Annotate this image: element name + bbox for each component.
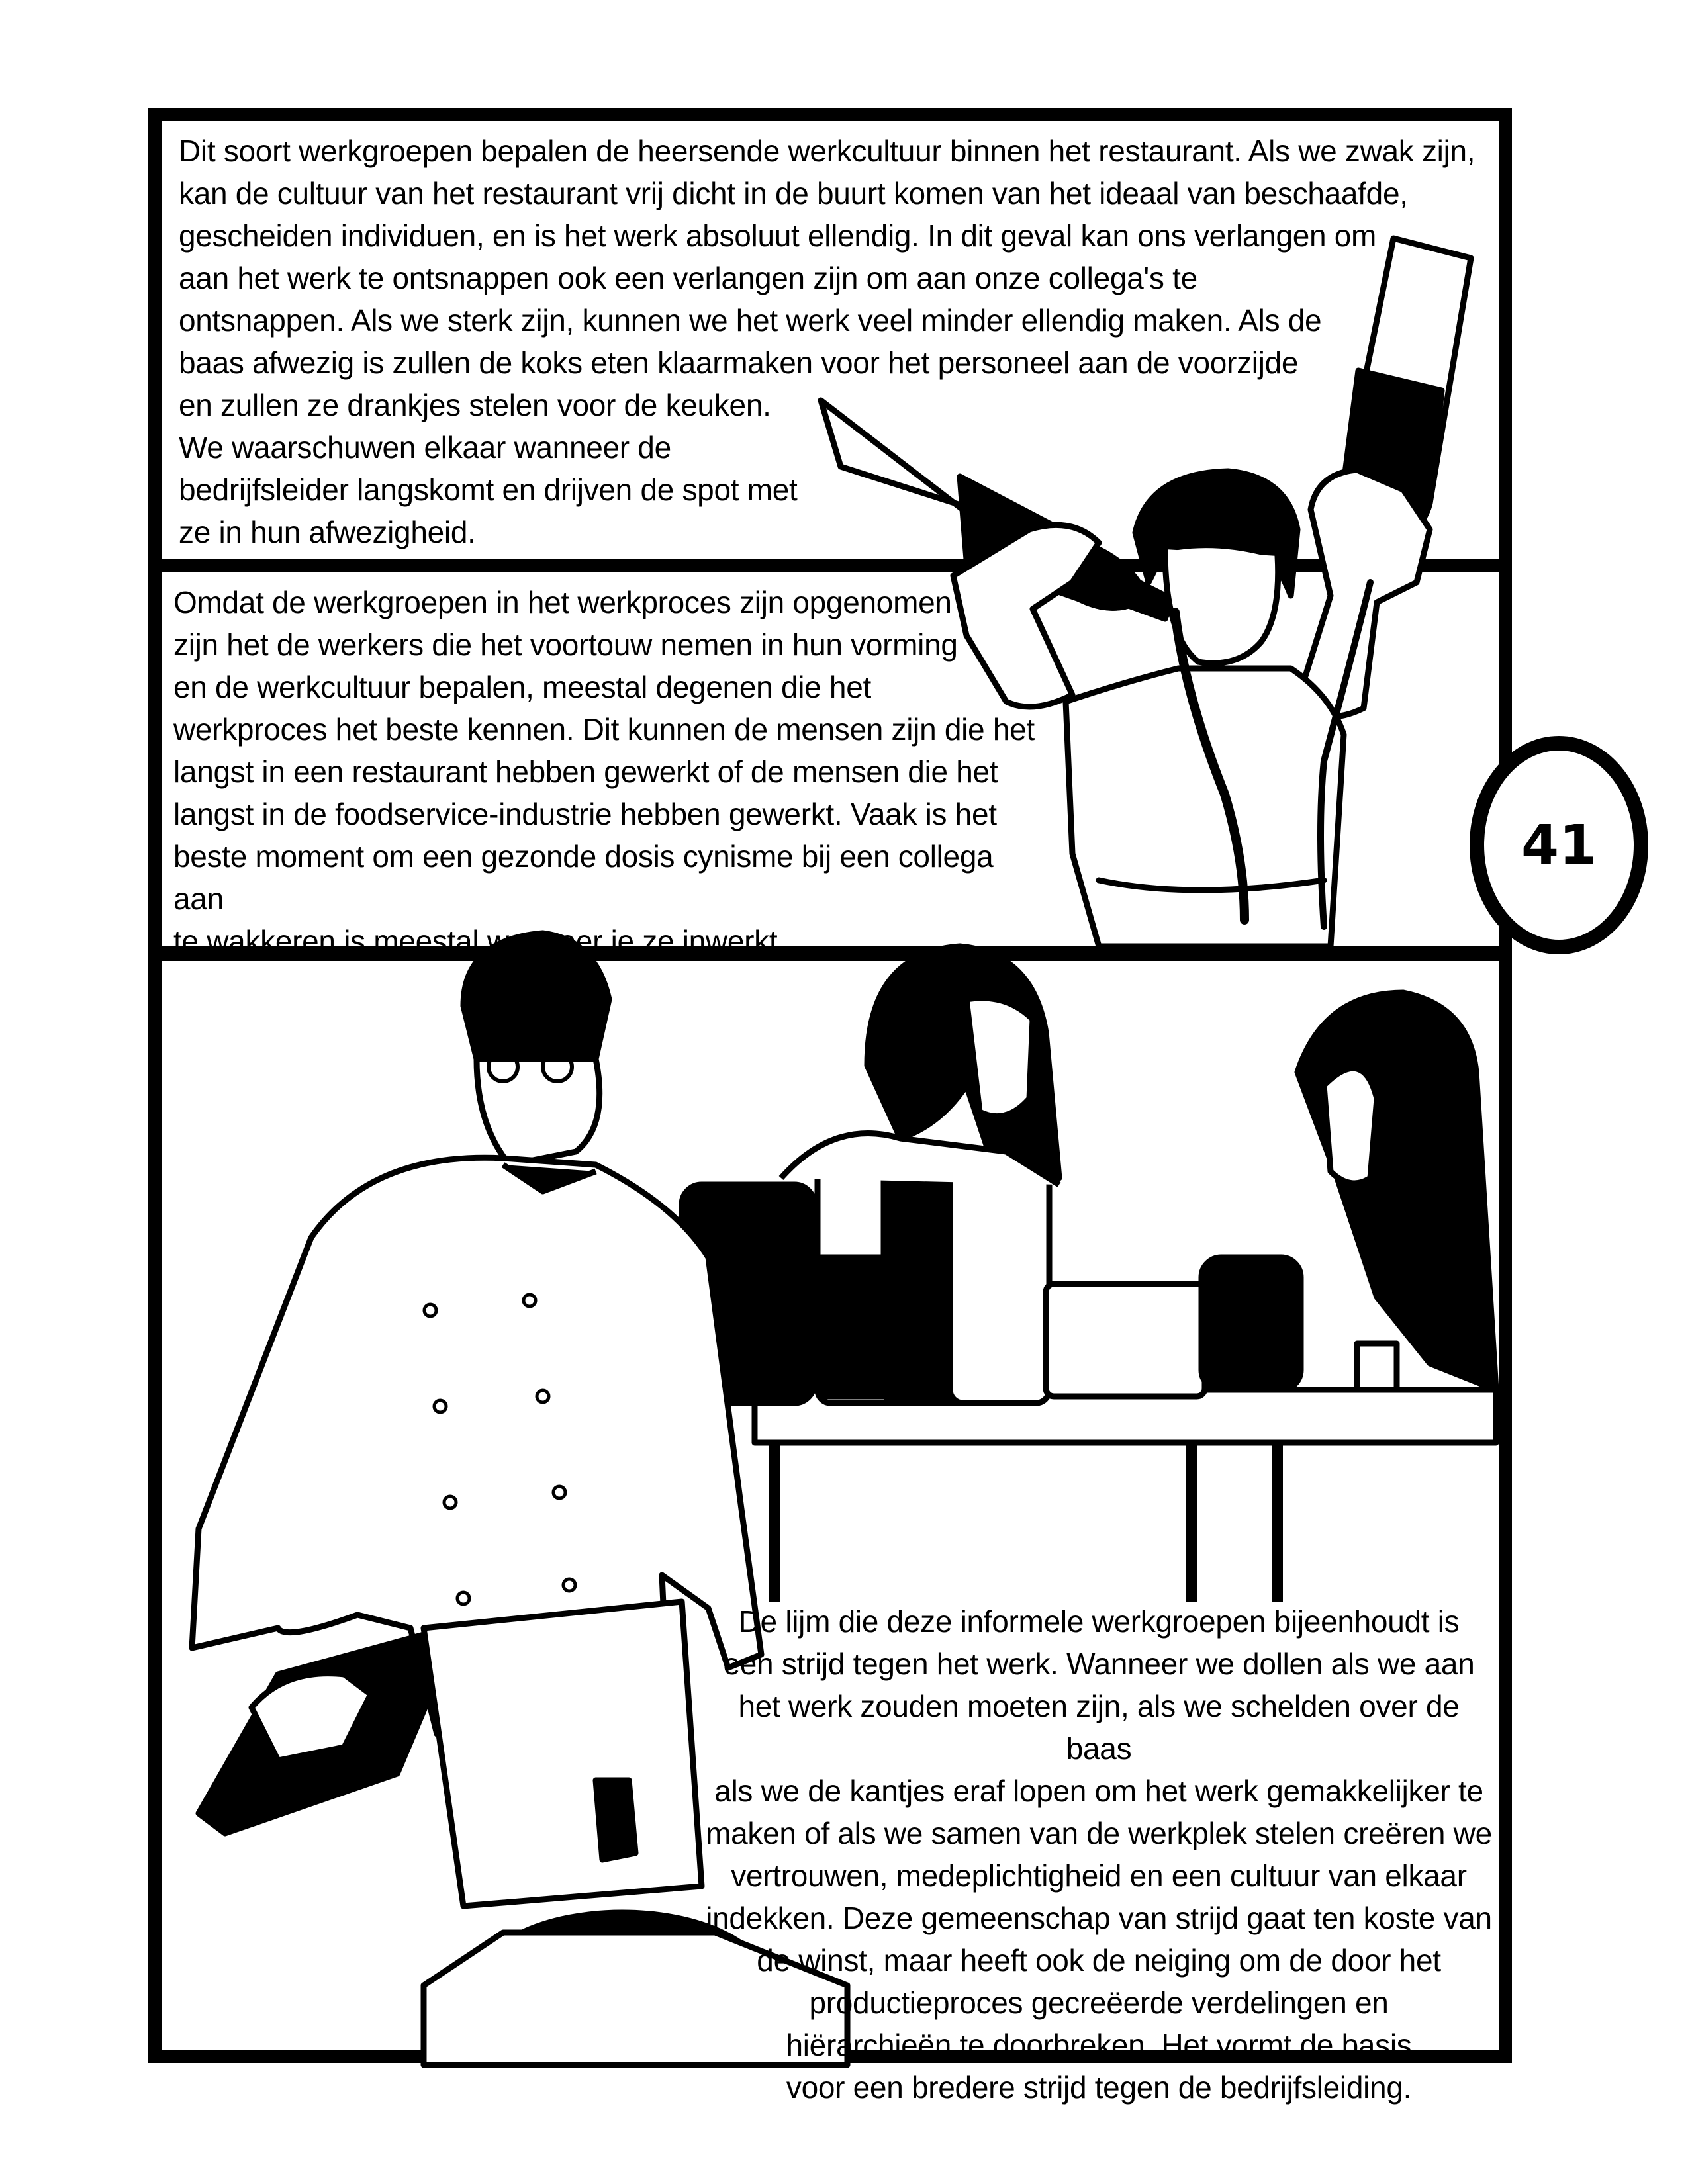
coworker-2-face: [1324, 1068, 1377, 1183]
jar-4: [950, 1152, 1049, 1403]
pan-handle: [596, 1780, 635, 1860]
chef-face: [477, 1059, 600, 1165]
page-number: 41: [1521, 813, 1597, 877]
chef-apron: [424, 1602, 702, 1906]
dark-jar: [1201, 1257, 1301, 1390]
panel-1-caption: Dit soort werkgroepen bepalen de heersende werkcultuur binnen het restaurant. Als we zwak zijn, kan de cultuur van het restaurant vrij dicht in de buurt komen van het ideaal van beschaafde, gescheiden individuen, en is het werk absoluut ellendig. In dit geval kan ons verlangen om aan het werk te ontsnappen ook een verlangen zijn om aan onze collega's te ontsnappen. Als we sterk zijn, kunnen we het werk veel minder ellendig maken. Als de baas afwezig is zullen de koks eten klaarmaken voor het personeel aan de voorzijde en zullen ze drankjes stelen voor de keuken. We waarschuwen elkaar wanneer de bedrijfsleider langskomt en drijven de spot met ze in hun afwezigheid.: [179, 134, 1476, 549]
coworker-2-hair: [1297, 993, 1496, 1390]
pot: [1046, 1284, 1205, 1396]
page-number-badge: [1470, 736, 1648, 954]
panel-3-caption: De lijm die deze informele werkgroepen bijeenhoudt is een strijd tegen het werk. Wanneer we dollen als we aan het werk zouden moeten zijn, als we schelden over de baas als we de kantjes eraf lopen om het werk gemakkelijker te maken of als we samen van de werkplek stelen creëren we vertrouwen, medeplichtigheid en een cultuur van elkaar indekken. Deze gemeenschap van strijd gaat ten koste van de winst, maar heeft ook de neiging om de door het productieproces gecreëerde verdelingen en hiërarchieën te doorbreken. Het vormt de basis voor een bredere strijd tegen de bedrijfsleiding.: [706, 1604, 1492, 2105]
mug: [1357, 1343, 1397, 1390]
counter-legs: [774, 1443, 1278, 1602]
man-torso: [1066, 668, 1344, 946]
coworker-1-face: [966, 998, 1033, 1116]
panel-2-caption: Omdat de werkgroepen in het werkproces zijn opgenomen zijn het de werkers die het voortouw nemen in hun vorming en de werkcultuur bepalen, meestal degenen die het werkproces het beste kennen. Dit kunnen de mensen zijn die het langst in een restaurant hebben gewerkt of de mensen die het langst in de foodservice-industrie hebben gewerkt. Vaak is het beste moment om een gezonde dosis cynisme bij een collega aan te wakkeren is meestal wanneer je ze inwerkt.: [173, 585, 1035, 958]
